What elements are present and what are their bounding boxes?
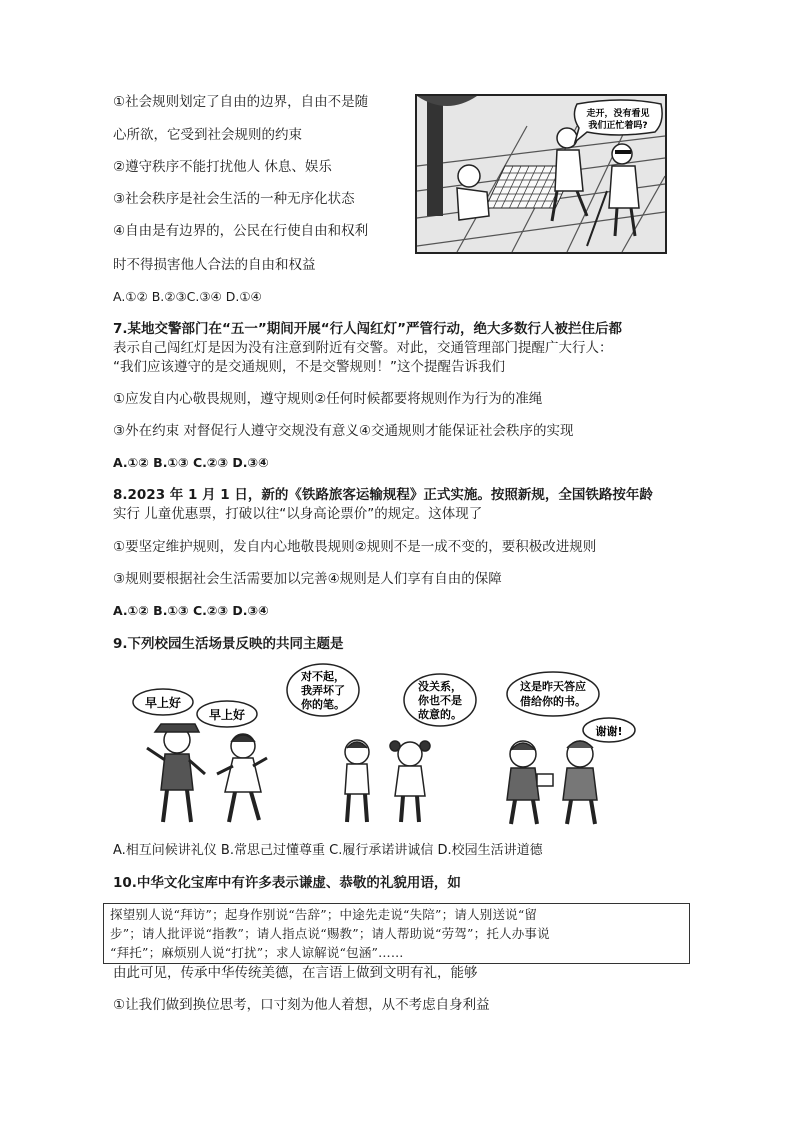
q7-stem-line3: “我们应该遵守的是交通规则，不是交警规则！”这个提醒告诉我们	[113, 359, 505, 375]
q8-stem-line2: 实行 儿童优惠票，打破以往“以身高论票价”的规定。这体现了	[113, 506, 483, 522]
q6-choices: A.①② B.②③C.③④ D.①④	[113, 289, 262, 304]
q10-box-line3: “拜托”；麻烦别人说“打扰”；求人谅解说“包涵”……	[110, 945, 404, 960]
q10-box-line2: 步”；请人批评说“指教”；请人指点说“赐教”；请人帮助说“劳驾”；托人办事说	[110, 926, 550, 941]
q6-option-4a: ④自由是有边界的，公民在行使自由和权利	[113, 223, 369, 239]
scene2-bubble-2-line3: 故意的。	[418, 708, 462, 721]
cartoon-street-chess-drawing	[417, 96, 665, 252]
q7-stem-line2: 表示自己闯红灯是因为没有注意到附近有交警。对此，交通管理部门提醒广大行人：	[113, 340, 613, 356]
q10-option-line1: ①让我们做到换位思考，口寸刻为他人着想，从不考虑自身利益	[113, 997, 490, 1013]
q8-choices: A.①② B.①③ C.②③ D.③④	[113, 603, 269, 618]
q7-choices: A.①② B.①③ C.②③ D.③④	[113, 455, 269, 470]
q8-option-line1: ①要坚定维护规则，发自内心地敬畏规则②规则不是一成不变的，要积极改进规则	[113, 539, 597, 555]
q6-option-1a: ①社会规则划定了自由的边界，自由不是随	[113, 94, 369, 110]
cartoon1-speech-line2: 我们正忙着吗?	[588, 121, 648, 131]
scene1-bubble-1: 早上好	[144, 696, 182, 710]
cartoon-campus-scenes	[125, 662, 640, 834]
scene1-bubble-2: 早上好	[208, 708, 246, 722]
q10-box-line1: 探望别人说“拜访”；起身作别说“告辞”；中途先走说“失陪”；请人别送说“留	[110, 907, 538, 922]
q8-option-line2: ③规则要根据社会生活需要加以完善④规则是人们享有自由的保障	[113, 571, 502, 587]
q9-stem: 9.下列校园生活场景反映的共同主题是	[113, 636, 344, 652]
scene2-bubble-1-line2: 我弄坏了	[301, 684, 345, 697]
q7-option-line2: ③外在约束 对督促行人遵守交规没有意义④交通规则才能保证社会秩序的实现	[113, 423, 574, 439]
q6-option-3: ③社会秩序是社会生活的一种无序化状态	[113, 191, 355, 207]
q10-after-text: 由此可见，传承中华传统美德，在言语上做到文明有礼，能够	[113, 965, 478, 981]
q10-polite-terms-box	[103, 903, 690, 964]
cartoon1-speech-line1: 走开，没有看见	[586, 109, 650, 119]
scene3-bubble-1-line1: 这是昨天答应	[520, 680, 586, 693]
q7-stem-line1: 7.某地交警部门在“五一”期间开展“行人闯红灯”严管行动，绝大多数行人被拦住后都	[113, 321, 623, 337]
scene2-bubble-2-line1: 没关系，	[418, 680, 462, 693]
q7-option-line1: ①应发自内心敬畏规则，遵守规则②任何时候都要将规则作为行为的准绳	[113, 391, 543, 407]
q8-stem-line1: 8.2023 年 1 月 1 日，新的《铁路旅客运输规程》正式实施。按照新规，全国铁路按年龄	[113, 487, 653, 503]
cartoon-campus-drawing	[125, 662, 640, 834]
scene2-bubble-1-line1: 对不起，	[301, 670, 345, 683]
scene2-bubble-1-line3: 你的笔。	[301, 698, 345, 711]
q6-option-4b: 时不得损害他人合法的自由和权益	[113, 257, 316, 273]
q9-choices: A.相互问候讲礼仪 B.常思己过懂尊重 C.履行承诺讲诚信 D.校园生活讲道德	[113, 843, 543, 858]
scene3-bubble-1-line2: 借给你的书。	[520, 695, 586, 708]
scene3-bubble-2: 谢谢!	[595, 725, 623, 738]
cartoon-street-chess	[415, 94, 667, 254]
q6-option-2: ②遵守秩序不能打扰他人 休息、娱乐	[113, 159, 332, 175]
q6-option-1b: 心所欲，它受到社会规则的约束	[113, 127, 302, 143]
scene2-bubble-2-line2: 你也不是	[418, 694, 462, 707]
q10-stem: 10.中华文化宝库中有许多表示谦虚、恭敬的礼貌用语，如	[113, 875, 461, 891]
